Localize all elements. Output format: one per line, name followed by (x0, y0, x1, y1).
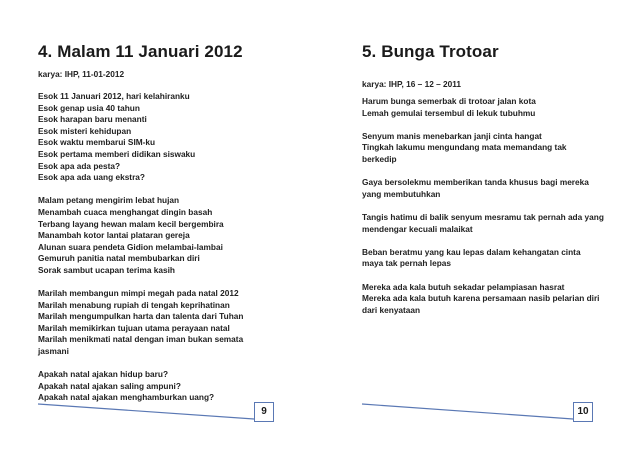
poem-line: Beban beratmu yang kau lepas dalam kehangatan cinta (362, 246, 581, 257)
poem-title: 4. Malam 11 Januari 2012 (38, 42, 243, 61)
poem-stanza (362, 131, 624, 166)
poem-stanza (38, 288, 273, 358)
poem-line: Marilah memikirkan tujuan utama perayaan natal (38, 322, 230, 333)
poem-line: Terbang layang hewan malam kecil bergembira (38, 218, 224, 229)
poem-line: Alunan suara pendeta Gidion melambai-lambai (38, 241, 223, 252)
poem-line: Esok apa ada uang ekstra? (38, 172, 145, 183)
poem-body (362, 96, 624, 328)
poem-line: Esok pertama memberi didikan siswaku (38, 148, 196, 159)
poem-byline: karya: IHP, 16 – 12 – 2011 (362, 79, 462, 89)
poem-title: 5. Bunga Trotoar (362, 42, 499, 61)
poem-line: Esok misteri kehidupan (38, 125, 132, 136)
poem-stanza (362, 96, 624, 119)
poem-line: Malam petang mengirim lebat hujan (38, 195, 180, 206)
poem-line: dari kenyataan (362, 304, 421, 315)
poem-line: Mereka ada kala butuh sekadar pelampiasan hasrat (362, 281, 565, 292)
poem-line: Marilah menikmati natal dengan iman bukan semata (38, 334, 244, 345)
poem-line: Esok apa ada pesta? (38, 160, 121, 171)
poem-body (38, 91, 273, 416)
poem-line: Gaya bersolekmu memberikan tanda khusus bagi mereka (362, 177, 589, 188)
poem-line: Marilah mengumpulkan harta dan talenta dari Tuhan (38, 311, 244, 322)
poem-line: Manambah kotor lantai plataran gereja (38, 230, 190, 241)
poem-line: Esok genap usia 40 tahun (38, 102, 140, 113)
page-number: 9 (254, 402, 274, 422)
poem-line: Tingkah lakumu mengundang mata memandang tak (362, 142, 567, 153)
poem-line: Sorak sambut ucapan terima kasih (38, 264, 175, 275)
poem-line: yang membutuhkan (362, 188, 441, 199)
poem-line: Marilah menabung rupiah di tengah keprihatinan (38, 299, 230, 310)
poem-stanza (362, 247, 624, 270)
poem-byline: karya: IHP, 11-01-2012 (38, 69, 125, 79)
poem-line: Tangis hatimu di balik senyum mesramu tak pernah ada yang (362, 211, 604, 222)
poem-line: Marilah membangun mimpi megah pada natal 2012 (38, 288, 239, 299)
poem-line: Senyum manis menebarkan janji cinta hangat (362, 130, 542, 141)
poem-line: Esok 11 Januari 2012, hari kelahiranku (38, 91, 190, 101)
poem-line: Esok waktu membarui SIM-ku (38, 137, 156, 148)
page-number: 10 (573, 402, 593, 422)
poem-line: Mereka ada kala butuh karena persamaan nasib pelarian diri (362, 293, 600, 304)
poem-line: Lemah gemulai tersembul di lekuk tubuhmu (362, 107, 536, 118)
poem-line: mendengar kecuali malaikat (362, 223, 473, 234)
poem-line: Menambah cuaca menghangat dingin basah (38, 206, 213, 217)
poem-line: Harum bunga semerbak di trotoar jalan kota (362, 96, 536, 106)
right-page (319, 0, 638, 451)
poem-line: Apakah natal ajakan hidup baru? (38, 369, 169, 380)
poem-line: Apakah natal ajakan saling ampuni? (38, 380, 181, 391)
poem-stanza (38, 195, 273, 276)
poem-stanza (38, 91, 273, 184)
poem-line: Gemuruh panitia natal membubarkan diri (38, 253, 200, 264)
poem-line: Esok harapan baru menanti (38, 114, 147, 125)
poem-line: berkedip (362, 153, 397, 164)
poem-stanza (362, 282, 624, 317)
poem-line: maya tak pernah lepas (362, 258, 452, 269)
poem-stanza (362, 177, 624, 200)
poem-stanza (362, 212, 624, 235)
poem-line: jasmani (38, 346, 69, 357)
poem-line: Apakah natal ajakan menghamburkan uang? (38, 392, 215, 403)
